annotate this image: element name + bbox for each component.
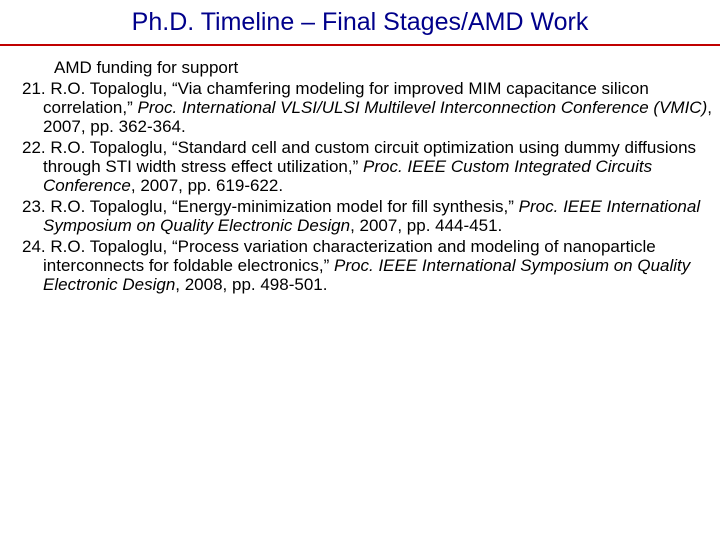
reference-text: 21. R.O. Topaloglu, “Via chamfering modeling for improved MIM capacitance silicon correlation,” (22, 79, 649, 117)
reference-details: , 2008, pp. 498-501. (175, 275, 328, 294)
slide-body (22, 58, 712, 296)
intro-line: AMD funding for support (54, 58, 239, 77)
reference-item (22, 138, 712, 195)
reference-item (22, 197, 712, 235)
reference-venue: Proc. IEEE International Symposium on Quality Electronic Design (43, 256, 691, 294)
reference-text: 23. R.O. Topaloglu, “Energy-minimization model for fill synthesis,” (22, 197, 519, 216)
reference-text: 22. R.O. Topaloglu, “Standard cell and custom circuit optimization using dummy diffusions through STI width stress effect utilization,” (22, 138, 697, 176)
title-divider (0, 44, 720, 46)
reference-item (22, 79, 712, 136)
reference-details: , 2007, pp. 444-451. (350, 216, 503, 235)
reference-item (22, 237, 712, 294)
reference-text: 24. R.O. Topaloglu, “Process variation characterization and modeling of nanoparticle interconnects for foldable electronics,” (22, 237, 656, 275)
reference-venue: Proc. International VLSI/ULSI Multilevel Interconnection Conference (VMIC) (137, 98, 708, 117)
reference-venue: Proc. IEEE International Symposium on Quality Electronic Design (43, 197, 701, 235)
reference-details: , 2007, pp. 362-364. (43, 98, 712, 136)
reference-venue: Proc. IEEE Custom Integrated Circuits Conference (43, 157, 653, 195)
slide-title: Ph.D. Timeline – Final Stages/AMD Work (131, 8, 589, 36)
reference-details: , 2007, pp. 619-622. (130, 176, 284, 195)
